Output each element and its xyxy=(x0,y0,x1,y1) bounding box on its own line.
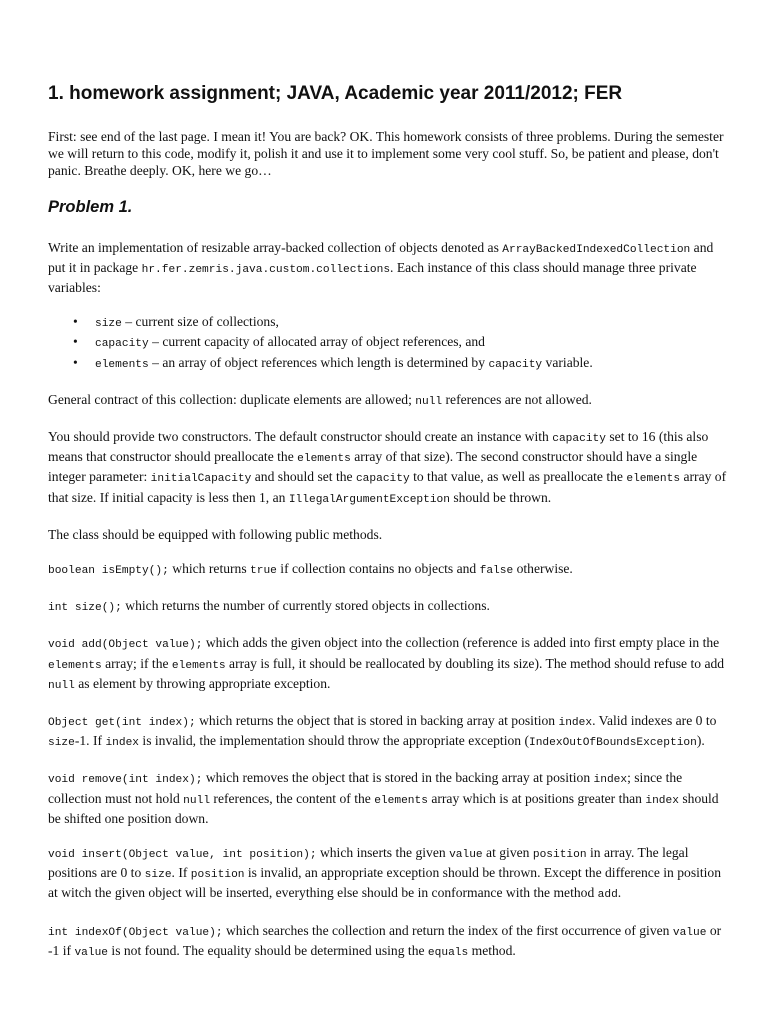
text-run: . Valid indexes are 0 to xyxy=(592,713,717,729)
inline-code: true xyxy=(250,565,277,578)
method-signature: void insert(Object value, int position); xyxy=(48,849,317,862)
inline-code: equals xyxy=(427,946,469,959)
text-run: ). xyxy=(696,733,705,749)
package-name-code: hr.fer.zemris.java.custom.collections xyxy=(141,263,391,276)
text-run: set to 16 (this also means that constructor should preallocate the xyxy=(48,429,709,465)
text-run: ; since the collection must not hold xyxy=(48,770,683,806)
text-run: is not found. The equality should be determined using the xyxy=(108,942,428,958)
inline-code: capacity xyxy=(552,433,606,446)
text-run: You should provide two constructors. The default constructor should create an instance with xyxy=(48,429,553,445)
method-get-paragraph xyxy=(48,712,728,752)
text-run: array of that size. If initial capacity is less then 1, an xyxy=(48,469,727,505)
text-run: – current capacity of allocated array of object references, and xyxy=(148,334,485,350)
inline-code: value xyxy=(74,946,109,959)
text-run: method. xyxy=(468,942,516,958)
list-item xyxy=(73,354,728,374)
text-run: and should set the xyxy=(251,469,356,485)
inline-code: index xyxy=(105,737,140,750)
text-run: . If xyxy=(171,865,191,881)
inline-code: initialCapacity xyxy=(150,473,252,486)
inline-code: capacity xyxy=(355,473,410,486)
text-run: if collection contains no objects and xyxy=(276,561,480,577)
text-run: is invalid, the implementation should throw the appropriate exception ( xyxy=(139,733,529,749)
method-remove-paragraph xyxy=(48,769,728,827)
variable-name-code: elements xyxy=(95,358,149,371)
text-run: -1. If xyxy=(74,733,106,749)
text-run: Write an implementation of resizable array-backed collection of objects denoted as xyxy=(48,239,503,255)
text-run: which searches the collection and return the index of the first occurrence of given xyxy=(222,922,673,938)
inline-code: false xyxy=(479,565,514,578)
variable-name-code: capacity xyxy=(488,358,543,371)
text-run: array which is at positions greater than xyxy=(427,790,646,806)
text-run: array; if the xyxy=(101,655,172,671)
inline-code: size xyxy=(144,869,172,882)
problem-heading: Problem 1. xyxy=(48,197,133,216)
method-signature: Object get(int index); xyxy=(48,717,196,730)
text-run: variable. xyxy=(542,354,593,370)
method-signature: boolean isEmpty(); xyxy=(48,565,169,578)
inline-code: null xyxy=(183,794,211,807)
class-name-code: ArrayBackedIndexedCollection xyxy=(502,243,691,256)
text-run: which returns xyxy=(168,561,251,577)
text-run: references are not allowed. xyxy=(442,391,592,407)
method-signature: int indexOf(Object value); xyxy=(48,926,223,939)
constructors-paragraph xyxy=(48,428,728,509)
text-run: which removes the object that is stored in the backing array at position xyxy=(202,770,594,786)
inline-code: elements xyxy=(48,659,102,672)
text-run: which returns the object that is stored in backing array at position xyxy=(195,713,559,729)
inline-code: position xyxy=(532,849,587,862)
text-run: in array. The legal positions are 0 to xyxy=(48,845,689,881)
inline-code: IllegalArgumentException xyxy=(288,493,450,506)
method-insert-paragraph xyxy=(48,844,728,905)
method-add-paragraph xyxy=(48,634,728,695)
document-title: 1. homework assignment; JAVA, Academic year 2011/2012; FER xyxy=(48,83,623,104)
text-run: array is full, it should be reallocated by doubling its size). The method should refuse to add xyxy=(225,655,725,671)
inline-code: IndexOutOfBoundsException xyxy=(529,737,697,750)
text-run: which inserts the given xyxy=(316,845,450,861)
variable-name-code: capacity xyxy=(95,338,149,351)
text-run: – an array of object references which length is determined by xyxy=(148,354,489,370)
contract-paragraph xyxy=(48,391,728,411)
inline-code: size xyxy=(48,737,75,750)
list-item xyxy=(73,313,728,333)
problem-description-paragraph xyxy=(48,239,728,297)
inline-code: add xyxy=(597,889,618,902)
text-run: is invalid, an appropriate exception should be thrown. Except the difference in position at witch the given object will be inserted, everything else should be in conformance with the method xyxy=(48,865,722,901)
inline-code: elements xyxy=(374,794,428,807)
inline-code: value xyxy=(672,926,707,939)
document-page xyxy=(48,82,728,979)
inline-code: elements xyxy=(171,659,226,672)
method-size-paragraph xyxy=(48,597,728,617)
inline-code: null xyxy=(415,395,443,408)
text-run: otherwise. xyxy=(513,561,573,577)
text-run: and put it in package xyxy=(48,239,714,275)
method-indexof-paragraph xyxy=(48,922,728,962)
text-run: General contract of this collection: duplicate elements are allowed; xyxy=(48,391,416,407)
inline-code: value xyxy=(449,849,483,862)
text-run: to that value, as well as preallocate the xyxy=(409,469,627,485)
text-run: . xyxy=(617,885,622,901)
text-run: should be shifted one position down. xyxy=(48,790,719,826)
inline-code: position xyxy=(190,869,245,882)
text-run: which returns the number of currently stored objects in collections. xyxy=(121,598,490,614)
inline-code: null xyxy=(48,679,75,692)
inline-code: elements xyxy=(626,473,681,486)
method-signature: void remove(int index); xyxy=(48,774,203,787)
text-run: – current size of collections, xyxy=(121,314,279,330)
inline-code: index xyxy=(558,717,593,730)
method-signature: void add(Object value); xyxy=(48,639,203,652)
text-run: which adds the given object into the collection (reference is added into first empty place in the xyxy=(202,635,720,651)
list-item xyxy=(73,333,728,353)
inline-code: index xyxy=(593,774,628,787)
text-run: or -1 if xyxy=(48,922,722,958)
variable-name-code: size xyxy=(95,318,122,331)
text-run: . Each instance of this class should manage three private variables: xyxy=(48,259,697,296)
text-run: at given xyxy=(482,845,533,861)
text-run: should be thrown. xyxy=(449,489,552,505)
text-run: references, the content of the xyxy=(210,790,375,806)
inline-code: index xyxy=(645,794,679,807)
intro-paragraph: First: see end of the last page. I mean it! You are back? OK. This homework consists of three problems. During the semester we will return to this code, modify it, polish it and use it to implement some very cool stuff. So, be patient and please, don't panic. Breathe deeply. OK, here we go… xyxy=(48,129,724,179)
method-isempty-paragraph xyxy=(48,560,728,580)
method-signature: int size(); xyxy=(48,602,122,615)
text-run: array of that size). The second constructor should have a single integer parameter: xyxy=(48,449,698,485)
private-variables-list xyxy=(48,313,728,374)
inline-code: elements xyxy=(297,453,351,466)
text-run: as element by throwing appropriate exception. xyxy=(74,675,331,691)
methods-intro-paragraph: The class should be equipped with following public methods. xyxy=(48,526,383,542)
